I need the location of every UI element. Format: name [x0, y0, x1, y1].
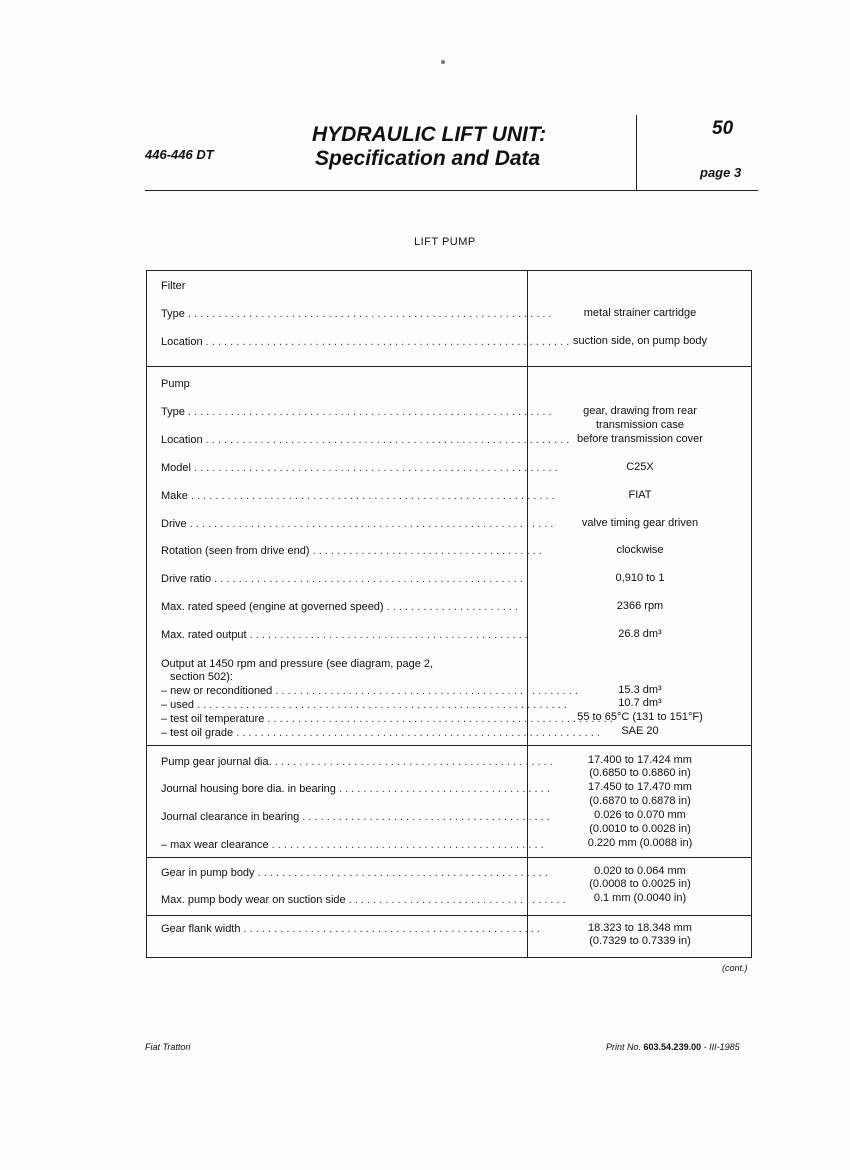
spec-value: 17.400 to 17.424 mm	[588, 754, 692, 766]
dot-leader: . . . . . . . . . . . . . . . . . . . . . . . . . . . . . . . . . . . . . . . . . . . . . . . . . . .	[211, 573, 523, 585]
header-divider	[636, 115, 637, 191]
dot-leader: . . . . . . . . . . . . . . . . . . . . . . . . . . . . . . . . . . . . . . . . . . . . . . . . . . . . . . . . . . . .	[184, 406, 552, 418]
dot-leader: . . . . . . . . . . . . . . . . . . . . . . . . . . . . . . . . . . . . . . . . . . . . . .	[271, 756, 553, 768]
spec-label	[161, 601, 519, 614]
dot-leader: . . . . . . . . . . . . . . . . . . . . . . . . . . . . . . . . . . . . . . . . . . . . . . . .	[254, 867, 548, 879]
spec-value: gear, drawing from rear	[583, 405, 697, 417]
spec-value: (0.6850 to 0.6860 in)	[589, 767, 691, 779]
row-separator	[146, 857, 752, 858]
spec-value: 15.3 dm³	[618, 684, 662, 696]
spec-label: Output at 1450 rpm and pressure (see diagram, page 2,	[161, 658, 434, 670]
dot-leader: . . . . . . . . . . . . . . . . . . . . . . . . . . . . . . . . . . . . . . . . . . . . . .	[246, 629, 528, 641]
page-title-line1: HYDRAULIC LIFT UNIT:	[312, 123, 547, 146]
dot-leader: . . . . . . . . . . . . . . . . . . . . . . . . . . . . . . . . . . . . . . . . . . . . . . . . . . . . . . . . . . . . .	[194, 699, 567, 711]
dot-leader: . . . . . . . . . . . . . . . . . . . . . . . . . . . . . . . . . . . . . . . . . . . . .	[268, 839, 544, 851]
spec-label	[161, 573, 523, 586]
label-text: Gear in pump body	[161, 867, 255, 879]
header-rule	[145, 190, 758, 191]
section-number: 50	[712, 118, 734, 139]
label-text: Model	[161, 462, 191, 474]
label-text: Journal clearance in bearing	[161, 811, 300, 823]
spec-label	[161, 867, 548, 880]
spec-label	[161, 308, 552, 321]
dot-leader: . . . . . . . . . . . . . . . . . . . . . . . . . . . . . . . . . . . . . . . . . . . . . . . . . . . . . . . . . . . .	[184, 308, 552, 320]
label-text: Gear flank width	[161, 923, 241, 935]
spec-value: (0.7329 to 0.7339 in)	[589, 935, 691, 947]
label-text: Rotation (seen from drive end)	[161, 545, 310, 557]
spec-label	[161, 462, 558, 475]
spec-value: 26.8 dm³	[618, 628, 662, 640]
spec-value: 17.450 to 17.470 mm	[588, 781, 692, 793]
filter-heading: Filter	[161, 280, 186, 292]
label-text: – test oil grade	[161, 727, 234, 739]
dot-leader: . . . . . . . . . . . . . . . . . . . . . . . . . . . . . . . . . . . . . . . . . . . . . . . . . . . . . . . . . . . .	[186, 518, 554, 530]
label-text: Max. rated output	[161, 629, 247, 641]
spec-label	[161, 629, 528, 642]
spec-value: 0,910 to 1	[615, 572, 665, 584]
dot-leader: . . . . . . . . . . . . . . . . . . . . . . . . . . . . . . . . . . . . . . . . . . . . . . . . . . . . . . . . .	[264, 713, 613, 725]
label-text: – new or reconditioned	[161, 685, 273, 697]
dot-leader: . . . . . . . . . . . . . . . . . . . . . . . . . . . . . . . . . . . . . . . . . . . . . . . . .	[240, 923, 540, 935]
spec-value: (0.6870 to 0.6878 in)	[589, 795, 691, 807]
label-text: – test oil temperature	[161, 713, 265, 725]
spec-value: SAE 20	[621, 725, 659, 737]
spec-label	[161, 545, 542, 558]
label-text: Make	[161, 490, 188, 502]
footer-publisher: Fiat Trattori	[145, 1042, 191, 1052]
page-number: page 3	[700, 165, 742, 180]
spec-value: before transmission cover	[577, 433, 703, 445]
spec-value: suction side, on pump body	[573, 335, 707, 347]
spec-label	[161, 756, 553, 769]
spec-value: 10.7 dm³	[618, 697, 662, 709]
column-separator	[527, 270, 528, 958]
spec-label	[161, 783, 550, 796]
spec-value: FIAT	[628, 489, 652, 501]
model-designation: 446-446 DT	[145, 147, 214, 162]
row-separator	[146, 745, 752, 746]
spec-label	[161, 894, 566, 907]
spec-value: 55 to 65°C (131 to 151°F)	[577, 711, 703, 723]
dot-leader: . . . . . . . . . . . . . . . . . . . . . . . . . . . . . . . . . . . . . .	[309, 545, 542, 557]
label-text: Pump gear journal dia.	[161, 756, 272, 768]
spec-label	[161, 518, 554, 531]
label-text: Max. rated speed (engine at governed speed)	[161, 601, 384, 613]
dot-leader: . . . . . . . . . . . . . . . . . . . . . .	[383, 601, 519, 613]
spec-value: 0.220 mm (0.0088 in)	[587, 837, 693, 849]
spec-value: 2366 rpm	[616, 600, 664, 612]
section-title: LIFT PUMP	[414, 236, 476, 248]
spec-value: C25X	[626, 461, 654, 473]
dot-leader: . . . . . . . . . . . . . . . . . . . . . . . . . . . . . . . . . . . .	[345, 894, 566, 906]
spec-label	[161, 434, 570, 447]
label-text: Type	[161, 308, 185, 320]
label-text: Drive ratio	[161, 573, 212, 585]
spec-label	[161, 923, 540, 936]
dot-leader: . . . . . . . . . . . . . . . . . . . . . . . . . . . . . . . . . . . . . . . . .	[299, 811, 550, 823]
label-text: – max wear clearance	[161, 839, 269, 851]
scan-speck	[441, 60, 445, 64]
spec-label	[161, 685, 578, 698]
spec-value: 18.323 to 18.348 mm	[588, 922, 692, 934]
label-text: Drive	[161, 518, 187, 530]
dot-leader: . . . . . . . . . . . . . . . . . . . . . . . . . . . . . . . . . . . . . . . . . . . . . . . . . . . . . . . . . . . .	[233, 727, 600, 739]
dot-leader: . . . . . . . . . . . . . . . . . . . . . . . . . . . . . . . . . . . . . . . . . . . . . . . . . .	[272, 685, 578, 697]
spec-value: (0.0008 to 0.0025 in)	[589, 878, 691, 890]
pump-heading: Pump	[161, 378, 190, 390]
label-text: Location	[161, 434, 203, 446]
spec-value: (0.0010 to 0.0028 in)	[589, 823, 691, 835]
label-text: Print No.	[606, 1042, 642, 1052]
spec-label	[161, 713, 613, 726]
label-text: Journal housing bore dia. in bearing	[161, 783, 336, 795]
page-title-line2: Specification and Data	[315, 147, 541, 170]
dot-leader: . . . . . . . . . . . . . . . . . . . . . . . . . . . . . . . . . . . . . . . . . . . . . . . . . . . . . . . . . . . .	[190, 462, 558, 474]
spec-value: metal strainer cartridge	[583, 307, 697, 319]
spec-label	[161, 811, 550, 824]
dot-leader: . . . . . . . . . . . . . . . . . . . . . . . . . . . . . . . . . . .	[335, 783, 550, 795]
dot-leader: . . . . . . . . . . . . . . . . . . . . . . . . . . . . . . . . . . . . . . . . . . . . . . . . . . . . . . . . . . . .	[202, 336, 570, 348]
spec-label	[161, 490, 555, 503]
spec-table	[146, 270, 752, 958]
label-text: - III-1985	[703, 1042, 740, 1052]
spec-value: transmission case	[595, 419, 685, 431]
spec-value: valve timing gear driven	[581, 517, 699, 529]
spec-label	[161, 727, 600, 740]
row-separator	[146, 366, 752, 367]
spec-label	[161, 699, 567, 712]
spec-label	[161, 406, 552, 419]
label-text: Max. pump body wear on suction side	[161, 894, 346, 906]
spec-label: section 502):	[170, 671, 233, 683]
label-text: Location	[161, 336, 203, 348]
spec-value: 0.020 to 0.064 mm	[594, 865, 686, 877]
row-separator	[146, 915, 752, 916]
label-text: Type	[161, 406, 185, 418]
footer-print-number: Print No. 603.54.239.00 - III-1985	[606, 1042, 740, 1052]
spec-value: 0.026 to 0.070 mm	[594, 809, 686, 821]
dot-leader: . . . . . . . . . . . . . . . . . . . . . . . . . . . . . . . . . . . . . . . . . . . . . . . . . . . . . . . . . . . .	[202, 434, 570, 446]
spec-value: clockwise	[616, 544, 664, 556]
spec-label	[161, 336, 570, 349]
label-text: – used	[161, 699, 195, 711]
spec-value: 0.1 mm (0.0040 in)	[593, 892, 687, 904]
continued-note: (cont.)	[722, 963, 748, 973]
dot-leader: . . . . . . . . . . . . . . . . . . . . . . . . . . . . . . . . . . . . . . . . . . . . . . . . . . . . . . . . . . . .	[187, 490, 555, 502]
spec-label	[161, 839, 544, 852]
